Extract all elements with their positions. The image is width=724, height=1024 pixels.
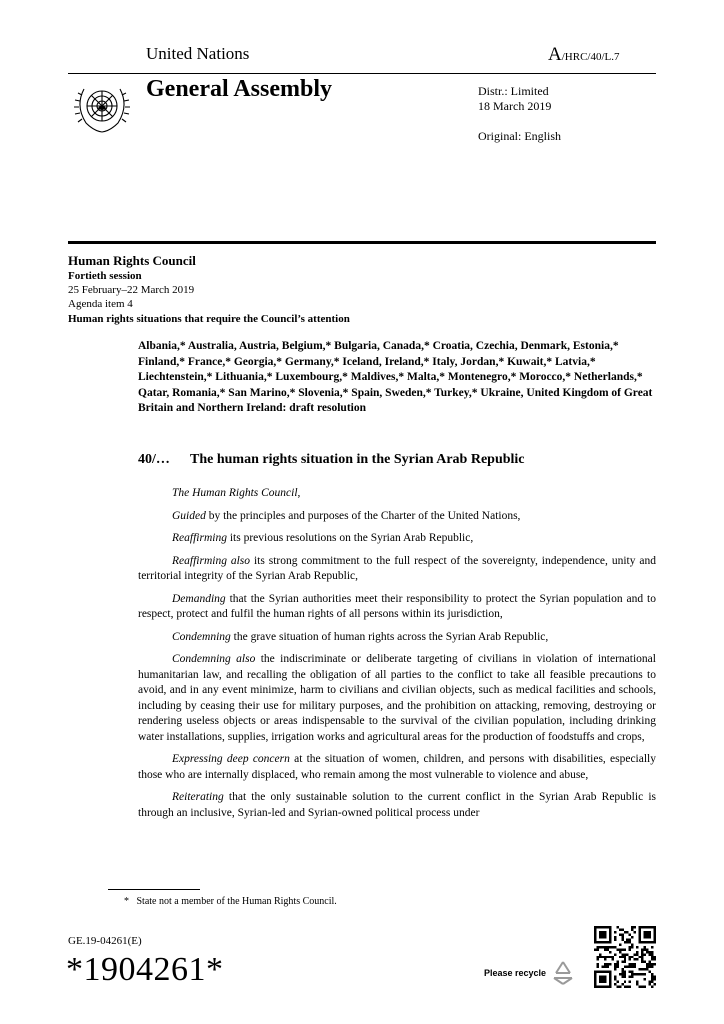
paragraph-lead: Demanding — [172, 592, 226, 605]
distribution-block — [478, 84, 551, 114]
paragraph — [138, 554, 656, 585]
paragraph-text: its previous resolutions on the Syrian Arab Republic, — [226, 532, 474, 544]
paragraph-text: at the situation of women, children, and persons with disabilities, especially those who are internally displaced, who remain among the most vulnerable to violence and abuse, — [138, 753, 656, 781]
paragraph-lead: Guided — [172, 509, 206, 522]
qr-code-icon — [594, 926, 656, 988]
paragraph — [138, 486, 656, 502]
paragraph-lead: Expressing deep concern — [172, 753, 290, 765]
resolution-body — [138, 486, 656, 828]
resolution-heading — [138, 452, 525, 468]
resolution-number: 40/… — [138, 452, 170, 467]
footnote-rule — [108, 889, 200, 890]
original-language: Original: English — [478, 129, 561, 143]
issue-date: 18 March 2019 — [478, 99, 552, 113]
paragraph — [138, 790, 656, 821]
distribution: Distr.: Limited — [478, 84, 549, 98]
session-number: Fortieth session — [68, 270, 142, 282]
organization-name: United Nations — [146, 44, 250, 63]
job-number: GE.19-04261(E) — [68, 935, 142, 947]
symbol-prefix: A — [548, 44, 562, 65]
paragraph-text: , — [297, 487, 301, 499]
paragraph — [138, 630, 656, 646]
recycle-icon — [548, 958, 578, 988]
paragraph-text: that the Syrian authorities meet their responsibility to protect the Syrian population and to respect, protect and fulfil the human rights of all persons within its jurisdiction, — [138, 592, 656, 620]
paragraph-text: the grave situation of human rights across the Syrian Arab Republic, — [230, 630, 549, 643]
barcode-text: *1904261* — [66, 951, 224, 988]
paragraph — [138, 509, 656, 525]
paragraph-text: its strong commitment to the full respect of the sovereignty, independence, unity and territorial integrity of the Syrian Arab Republic, — [138, 554, 656, 582]
paragraph — [138, 652, 656, 745]
agenda-title: Human rights situations that require the Council’s attention — [68, 313, 350, 325]
paragraph-text: the indiscriminate or deliberate targeting of civilians in violation of international humanitarian law, and recalling the obligation of all parties to the conflict to take all feasible precautions to avoid, and in any event minimize, harm to civilians and civilian objects, such as medical facilities and schools, including by ceasing their use for military purposes, and the prohibition on attacking, removing, destroying or rendering useless objects or areas indispensable to the survival of the civilian population, including drinking water installations, supplies, irrigation works and agricultural areas for the production of foodstuffs and crops, — [138, 653, 656, 743]
header-rule — [68, 73, 656, 74]
sponsor-list: Albania,* Australia, Austria, Belgium,* Bulgaria, Canada,* Croatia, Czechia, Denmark, Estonia,* Finland,* France,* Georgia,* Germany,* Iceland, Ireland,* Italy, Jordan,* Kuwait,* Latvia,* Liechtenstein,* Lithuania,* Luxembourg,* Maldives,* Malta,* Montenegro,* Morocco,* Netherlands,* Qatar, Romania,* San Marino,* Slovenia,* Spain, Sweden,* Turkey,* Ukraine, United Kingdom of Great Britain and Northern Ireland: draft resolution — [138, 340, 653, 414]
paragraph — [138, 592, 656, 623]
paragraph-lead: The Human Rights Council — [172, 487, 298, 499]
document-symbol — [548, 44, 620, 66]
paragraph-lead: Reiterating — [172, 791, 224, 803]
paragraph-lead: Condemning — [172, 630, 231, 643]
paragraph-lead: Condemning also — [172, 653, 256, 665]
paragraph — [138, 752, 656, 783]
un-emblem-icon — [68, 79, 136, 137]
paragraph-lead: Reaffirming also — [172, 554, 251, 567]
footnote: * State not a member of the Human Rights Council. — [124, 896, 337, 907]
organ-title: General Assembly — [146, 76, 332, 102]
recycle-label: Please recycle — [484, 968, 547, 978]
paragraph-text: by the principles and purposes of the Charter of the United Nations, — [205, 509, 521, 522]
section-rule — [68, 241, 656, 244]
agenda-item: Agenda item 4 — [68, 298, 133, 310]
paragraph-text: that the only sustainable solution to the current conflict in the Syrian Arab Republic is through an inclusive, Syrian-led and Syrian-owned political process under — [138, 791, 656, 819]
paragraph-lead: Reaffirming — [172, 532, 227, 544]
resolution-title: The human rights situation in the Syrian Arab Republic — [190, 452, 525, 467]
symbol-suffix: /HRC/40/L.7 — [561, 51, 620, 63]
paragraph — [138, 531, 656, 547]
session-dates: 25 February–22 March 2019 — [68, 284, 195, 296]
council-name: Human Rights Council — [68, 253, 196, 268]
